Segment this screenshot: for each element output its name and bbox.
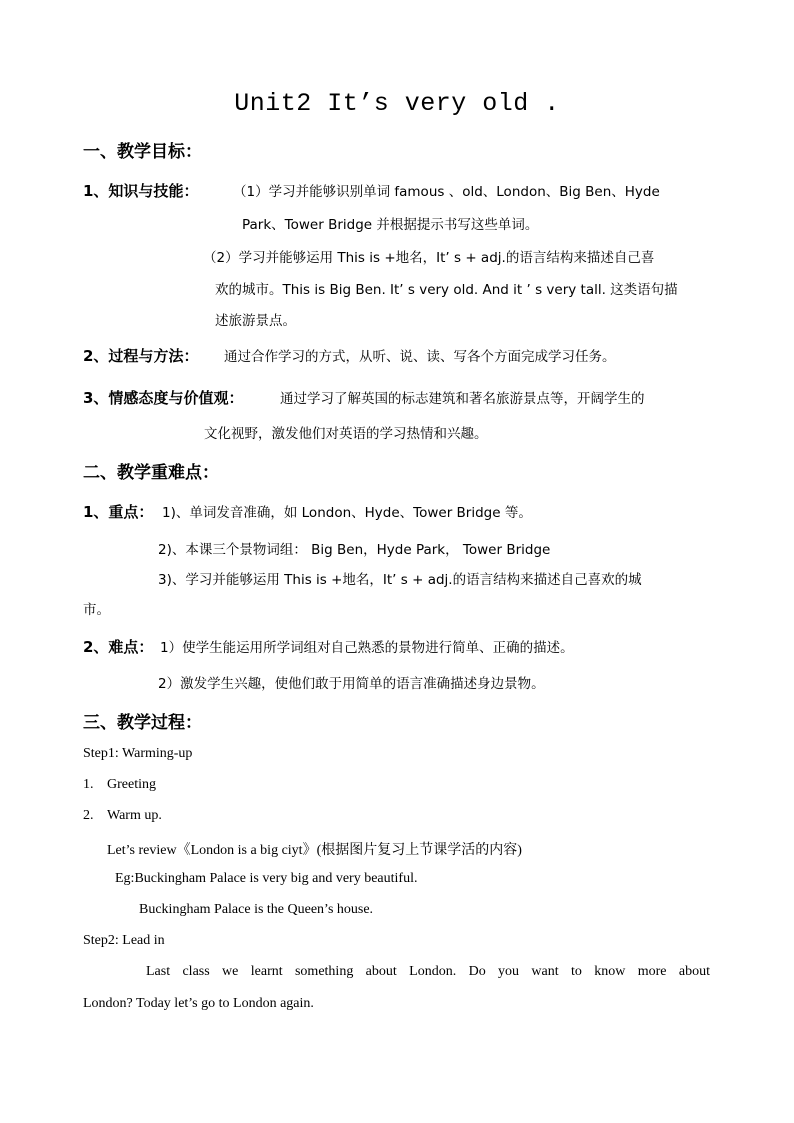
lead-in-line-1: Last class we learnt something about London. Do you want to know more about — [146, 964, 710, 979]
difficult-line-1: 1）使学生能运用所学词组对自己熟悉的景物进行简单、正确的描述。 — [160, 640, 574, 656]
item-label-knowledge-skills: 1、知识与技能： — [83, 182, 199, 200]
process-method-text: 通过合作学习的方式，从听、说、读、写各个方面完成学习任务。 — [224, 349, 616, 365]
lead-in-line-2: London? Today let’s go to London again. — [83, 996, 314, 1011]
item-label-process-method: 2、过程与方法： — [83, 347, 199, 365]
key-line-3: 3)、学习并能够运用 This is +地名，It’ s + adj.的语言结构来描述自己喜欢的城 — [158, 572, 642, 588]
review-line: Let’s review《London is a big ciyt》(根据图片复习上节课学活的内容) — [107, 843, 522, 858]
list-item-number-1: 1. — [83, 777, 94, 792]
difficult-line-2: 2）激发学生兴趣，使他们敢于用简单的语言准确描述身边景物。 — [158, 676, 545, 692]
knowledge-line-1: （1）学习并能够识别单词 famous 、old、London、Big Ben、Hyde — [233, 184, 660, 200]
key-line-2: 2)、本课三个景物词组： Big Ben，Hyde Park， Tower Bridge — [158, 542, 551, 558]
section-heading-key-difficult: 二、教学重难点： — [83, 463, 219, 483]
knowledge-line-4: 欢的城市。This is Big Ben. It’ s very old. And it ’ s very tall. 这类语句描 — [215, 282, 678, 298]
example-line-2: Buckingham Palace is the Queen’s house. — [139, 902, 374, 917]
step2-heading: Step2: Lead in — [83, 933, 165, 948]
list-item-warm-up: Warm up. — [107, 808, 162, 823]
list-item-number-2: 2. — [83, 808, 94, 823]
attitude-line-2: 文化视野，激发他们对英语的学习热情和兴趣。 — [204, 426, 488, 442]
item-label-attitude-values: 3、情感态度与价值观： — [83, 389, 244, 407]
key-line-1: 1)、单词发音准确，如 London、Hyde、Tower Bridge 等。 — [162, 505, 532, 521]
section-heading-teaching-process: 三、教学过程： — [83, 713, 202, 733]
knowledge-line-2: Park、Tower Bridge 并根据提示书写这些单词。 — [242, 217, 539, 233]
key-line-4: 市。 — [83, 602, 110, 618]
item-label-key-points: 1、重点： — [83, 503, 154, 521]
knowledge-line-5: 述旅游景点。 — [215, 313, 296, 329]
step1-heading: Step1: Warming-up — [83, 746, 193, 761]
document-title: Unit2 It’s very old . — [234, 89, 560, 118]
item-label-difficult-points: 2、难点： — [83, 638, 154, 656]
section-heading-objectives: 一、教学目标： — [83, 142, 202, 162]
list-item-greeting: Greeting — [107, 777, 156, 792]
attitude-line-1: 通过学习了解英国的标志建筑和著名旅游景点等，开阔学生的 — [280, 391, 645, 407]
knowledge-line-3: （2）学习并能够运用 This is +地名，It’ s + adj.的语言结构来描述自己喜 — [203, 250, 655, 266]
example-line-1: Eg:Buckingham Palace is very big and very beautiful. — [115, 871, 418, 886]
